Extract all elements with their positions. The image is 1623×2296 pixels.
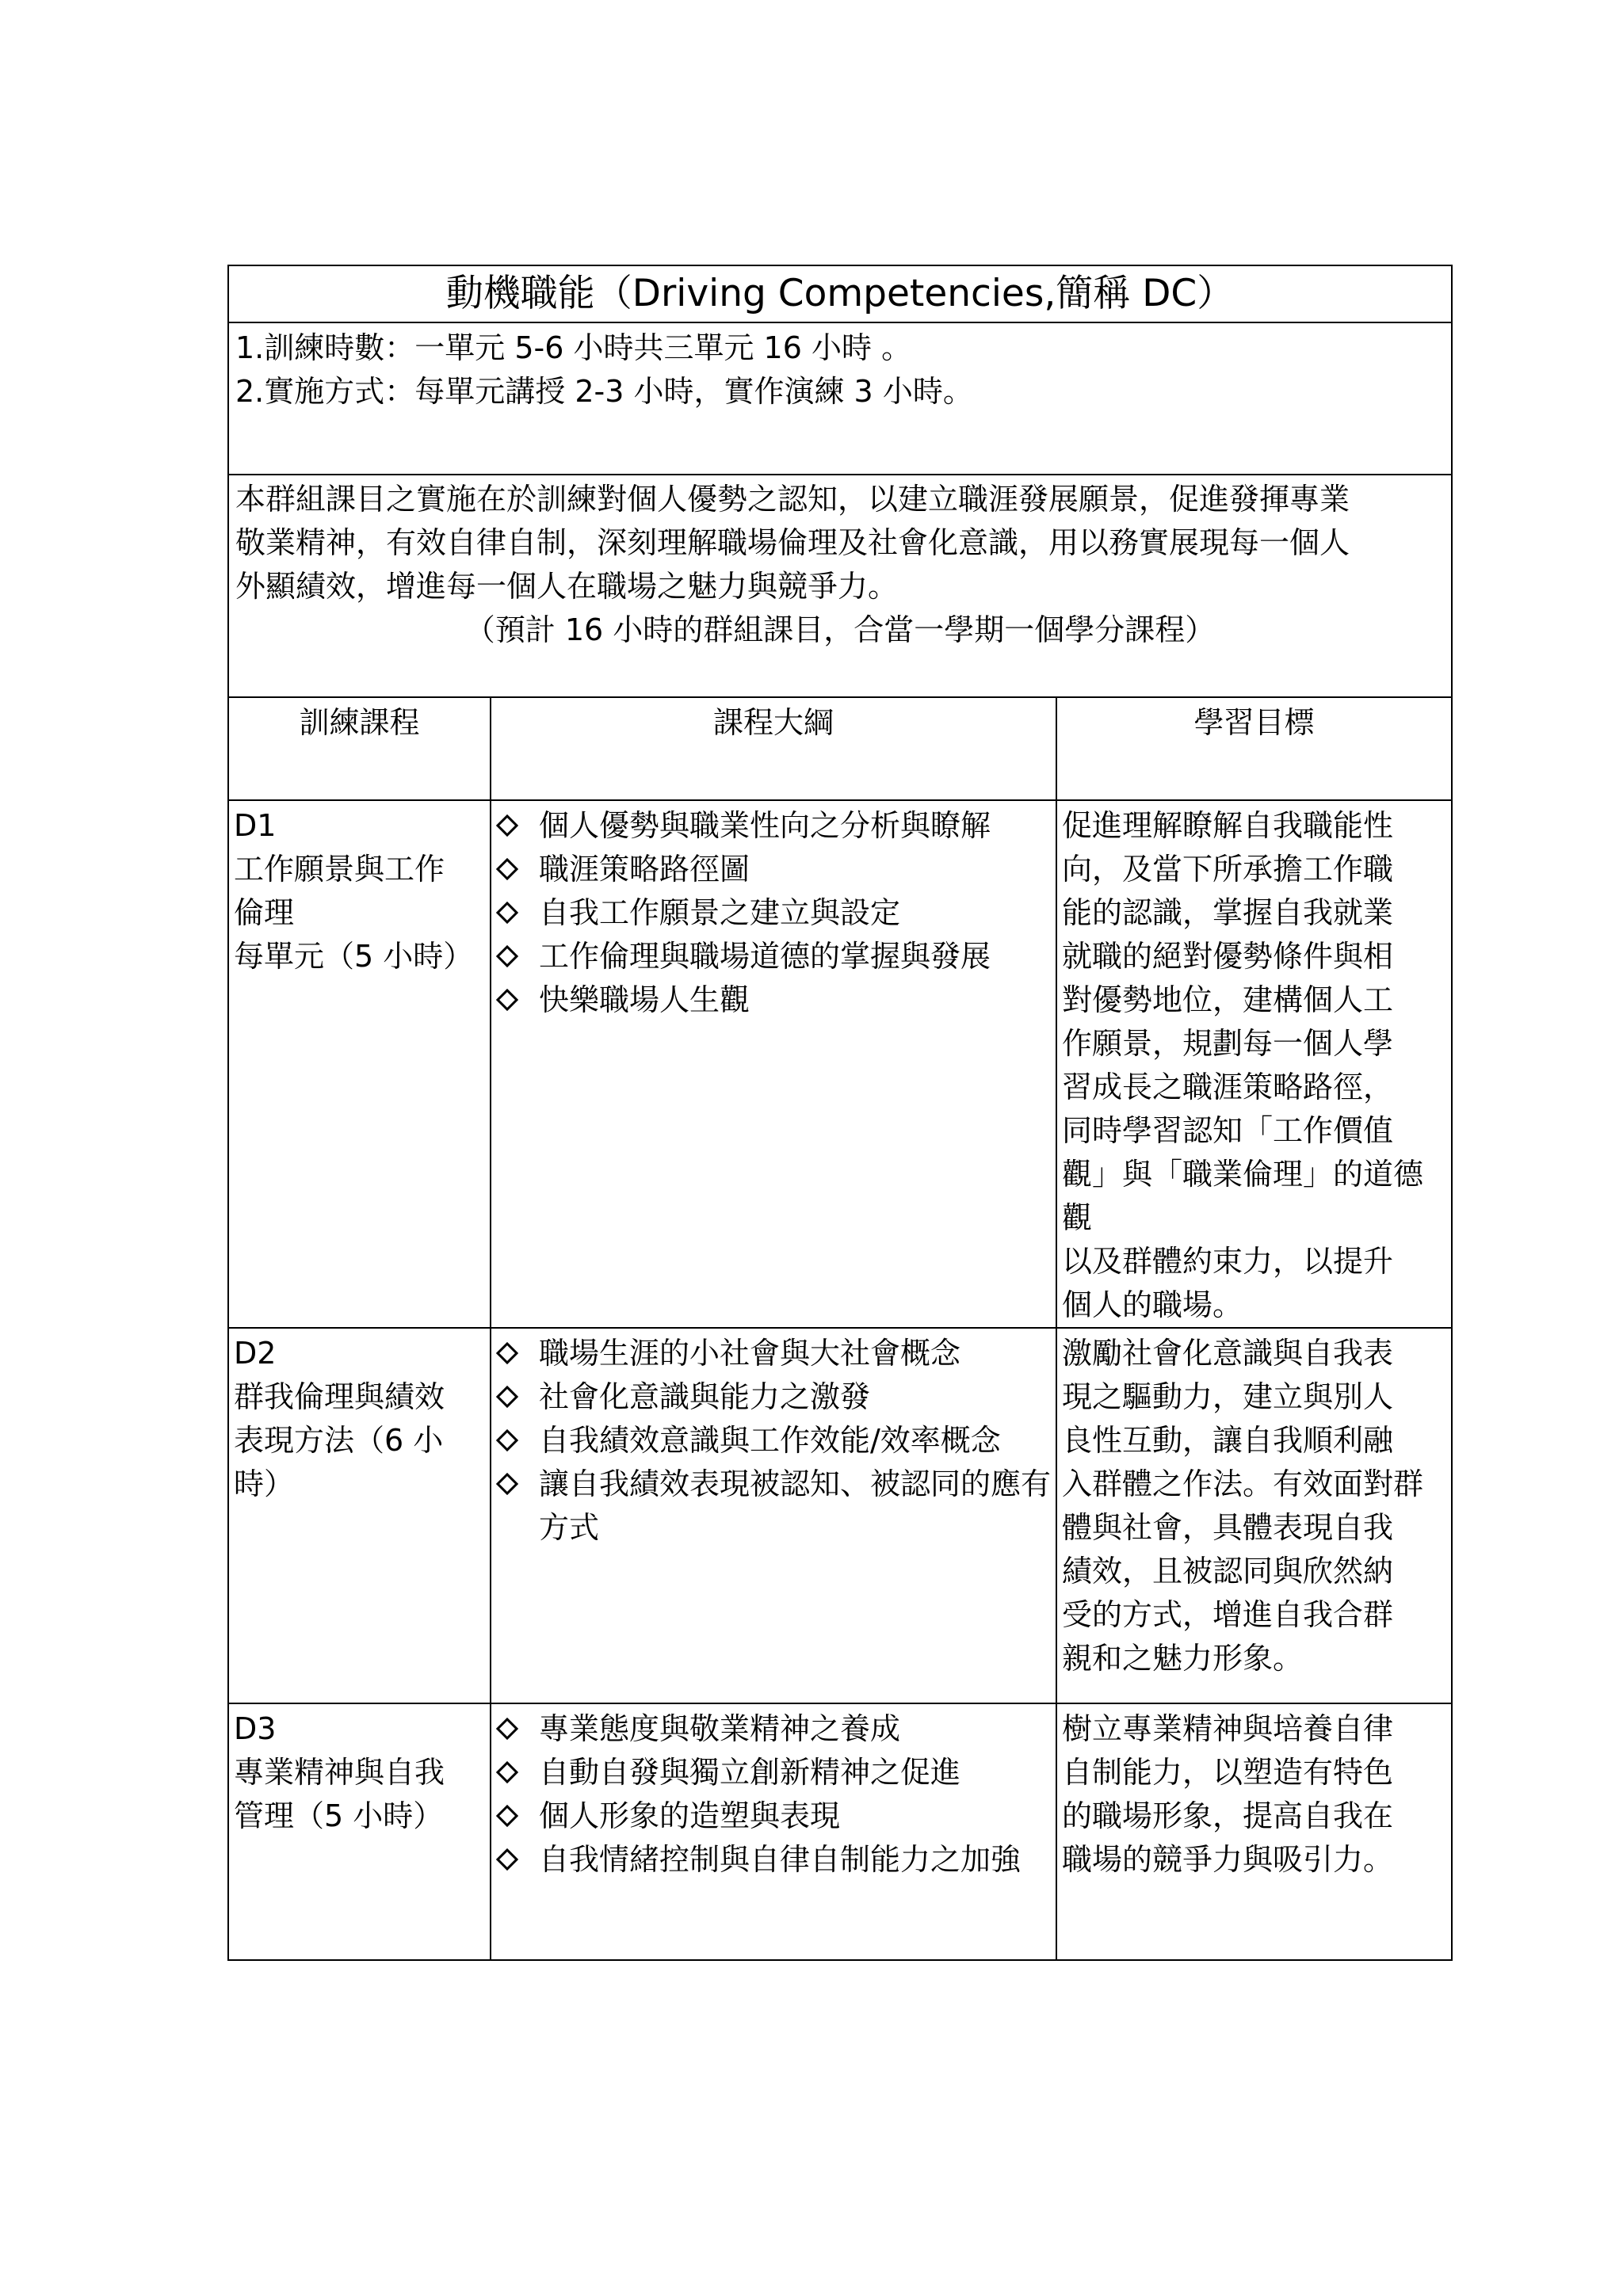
goal-line: 受的方式，增進自我合群 bbox=[1062, 1597, 1394, 1632]
diamond-bullet-icon bbox=[496, 858, 518, 880]
goal-line: 以及群體約束力，以提升 bbox=[1062, 1244, 1394, 1279]
goal-cell bbox=[1056, 1328, 1452, 1703]
list-item: 專業態度與敬業精神之養成 bbox=[495, 1707, 1052, 1751]
course-name-line: 工作願景與工作 bbox=[234, 852, 445, 887]
list-item: 讓自我績效表現被認知、被認同的應有方式 bbox=[495, 1463, 1052, 1550]
course-table bbox=[227, 265, 1453, 1961]
description-line: 本群組課目之實施在於訓練對個人優勢之認知，以建立職涯發展願景，促進發揮專業 bbox=[235, 482, 1350, 517]
goal-line: 良性互動，讓自我順利融 bbox=[1062, 1423, 1394, 1458]
outline-cell bbox=[491, 1328, 1056, 1703]
table-row bbox=[228, 800, 1452, 1328]
implementation-method: 2.實施方式：每單元講授 2-3 小時，實作演練 3 小時。 bbox=[235, 374, 973, 409]
goal-line: 作願景，規劃每一個人學 bbox=[1062, 1026, 1394, 1061]
goal-line: 向，及當下所承擔工作職 bbox=[1062, 852, 1394, 887]
diamond-bullet-icon bbox=[496, 814, 518, 837]
course-name-line: 倫理 bbox=[234, 895, 295, 930]
outline-cell bbox=[491, 1703, 1056, 1960]
diamond-bullet-icon bbox=[496, 1761, 518, 1783]
list-item: 快樂職場人生觀 bbox=[495, 978, 1052, 1022]
course-code: D3 bbox=[234, 1711, 277, 1746]
info-cell bbox=[228, 322, 1452, 475]
table-row bbox=[228, 1703, 1452, 1960]
diamond-bullet-icon bbox=[496, 945, 518, 967]
course-code: D2 bbox=[234, 1336, 277, 1371]
goal-line: 入群體之作法。有效面對群 bbox=[1062, 1466, 1424, 1501]
course-cell bbox=[228, 1328, 491, 1703]
list-item: 職場生涯的小社會與大社會概念 bbox=[495, 1332, 1052, 1375]
list-item: 個人形象的造塑與表現 bbox=[495, 1794, 1052, 1838]
table-title: 動機職能（Driving Competencies,簡稱 DC） bbox=[228, 265, 1452, 322]
table-row bbox=[228, 1328, 1452, 1703]
diamond-bullet-icon bbox=[496, 902, 518, 924]
goal-line: 樹立專業精神與培養自律 bbox=[1062, 1711, 1394, 1746]
goal-line: 績效，且被認同與欣然納 bbox=[1062, 1554, 1394, 1589]
goal-line: 就職的絕對優勢條件與相 bbox=[1062, 939, 1394, 974]
description-line: 外顯績效，增進每一個人在職場之魅力與競爭力。 bbox=[235, 569, 899, 604]
list-item: 社會化意識與能力之激發 bbox=[495, 1375, 1052, 1419]
description-line: 敬業精神，有效自律自制，深刻理解職場倫理及社會化意識，用以務實展現每一個人 bbox=[235, 525, 1350, 560]
goal-line: 的職場形象，提高自我在 bbox=[1062, 1798, 1394, 1833]
course-code: D1 bbox=[234, 808, 277, 843]
header-goal: 學習目標 bbox=[1056, 697, 1452, 800]
list-item: 自我情緒控制與自律自制能力之加強 bbox=[495, 1838, 1052, 1882]
list-item: 工作倫理與職場道德的掌握與發展 bbox=[495, 935, 1052, 978]
goal-line: 觀」與「職業倫理」的道德觀 bbox=[1062, 1157, 1424, 1235]
diamond-bullet-icon bbox=[496, 1805, 518, 1827]
diamond-bullet-icon bbox=[496, 1429, 518, 1451]
list-item: 個人優勢與職業性向之分析與瞭解 bbox=[495, 804, 1052, 848]
course-name-line: 專業精神與自我 bbox=[234, 1755, 445, 1790]
diamond-bullet-icon bbox=[496, 1718, 518, 1740]
list-item: 自動自發與獨立創新精神之促進 bbox=[495, 1751, 1052, 1794]
goal-line: 能的認識，掌握自我就業 bbox=[1062, 895, 1394, 930]
goal-cell bbox=[1056, 1703, 1452, 1960]
description-cell bbox=[228, 475, 1452, 697]
diamond-bullet-icon bbox=[496, 1342, 518, 1364]
diamond-bullet-icon bbox=[496, 1386, 518, 1408]
goal-line: 自制能力，以塑造有特色 bbox=[1062, 1755, 1394, 1790]
diamond-bullet-icon bbox=[496, 1473, 518, 1495]
header-course: 訓練課程 bbox=[228, 697, 491, 800]
goal-line: 激勵社會化意識與自我表 bbox=[1062, 1336, 1394, 1371]
goal-line: 促進理解瞭解自我職能性 bbox=[1062, 808, 1394, 843]
goal-line: 職場的競爭力與吸引力。 bbox=[1062, 1842, 1394, 1877]
goal-line: 習成長之職涯策略路徑， bbox=[1062, 1070, 1394, 1104]
goal-line: 現之驅動力，建立與別人 bbox=[1062, 1379, 1394, 1414]
goal-line: 同時學習認知「工作價值 bbox=[1062, 1113, 1394, 1148]
course-hours: 時） bbox=[234, 1466, 295, 1501]
diamond-bullet-icon bbox=[496, 1848, 518, 1871]
goal-line: 體與社會，具體表現自我 bbox=[1062, 1510, 1394, 1545]
list-item: 自我工作願景之建立與設定 bbox=[495, 891, 1052, 935]
outline-cell bbox=[491, 800, 1056, 1328]
goal-line: 對優勢地位，建構個人工 bbox=[1062, 982, 1394, 1017]
diamond-bullet-icon bbox=[496, 989, 518, 1011]
goal-line: 親和之魅力形象。 bbox=[1062, 1641, 1304, 1676]
goal-cell bbox=[1056, 800, 1452, 1328]
course-name-line: 表現方法（6 小 bbox=[234, 1423, 444, 1458]
list-item: 自我績效意識與工作效能/效率概念 bbox=[495, 1419, 1052, 1463]
course-name-line: 群我倫理與績效 bbox=[234, 1379, 445, 1414]
list-item: 職涯策略路徑圖 bbox=[495, 848, 1052, 891]
description-note: （預計 16 小時的群組課目，合當一學期一個學分課程） bbox=[464, 612, 1216, 647]
course-hours: 每單元（5 小時） bbox=[234, 939, 474, 974]
training-hours: 1.訓練時數：一單元 5-6 小時共三單元 16 小時 。 bbox=[235, 330, 912, 365]
goal-line: 個人的職場。 bbox=[1062, 1287, 1243, 1322]
course-cell bbox=[228, 1703, 491, 1960]
course-cell bbox=[228, 800, 491, 1328]
header-outline: 課程大綱 bbox=[491, 697, 1056, 800]
course-hours: 管理（5 小時） bbox=[234, 1798, 444, 1833]
